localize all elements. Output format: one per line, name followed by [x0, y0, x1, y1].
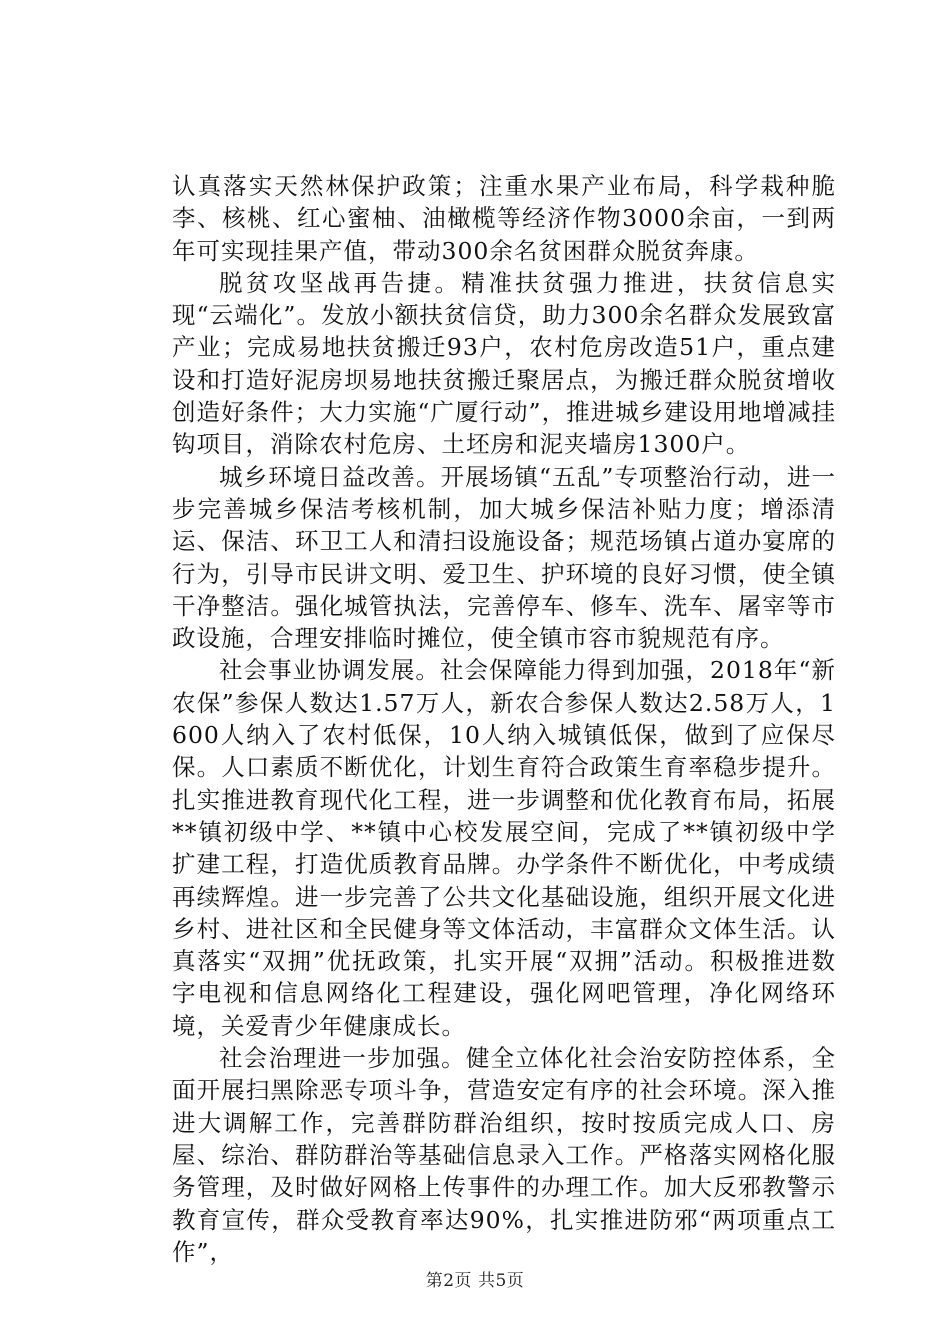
page-number-footer: 第2页 共5页 — [425, 1271, 525, 1291]
paragraph-poverty-alleviation: 脱贫攻坚战再告捷。精准扶贫强力推进，扶贫信息实现“云端化”。发放小额扶贫信贷，助力300余名群众发展致富产业；完成易地扶贫搬迁93户，农村危房改造51户，重点建设和打造好泥房坝易地扶贫搬迁聚居点，为搬迁群众脱贫增收创造好条件；大力实施“广厦行动”，推进城乡建设用地增减挂钩项目，消除农村危房、土坯房和泥夹墙房1300户。 — [172, 268, 836, 459]
document-body — [172, 170, 836, 1268]
paragraph-social-undertakings: 社会事业协调发展。社会保障能力得到加强，2018年“新农保”参保人数达1.57万人，新农合参保人数达2.58万人，1600人纳入了农村低保，10人纳入城镇低保，做到了应保尽保。人口素质不断优化，计划生育符合政策生育率稳步提升。扎实推进教育现代化工程，进一步调整和优化教育布局，拓展**镇初级中学、**镇中心校发展空间，完成了**镇初级中学扩建工程，打造优质教育品牌。办学条件不断优化，中考成绩再续辉煌。进一步完善了公共文化基础设施，组织开展文化进乡村、进社区和全民健身等文体活动，丰富群众文体生活。认真落实“双拥”优抚政策，扎实开展“双拥”活动。积极推进数字电视和信息网络化工程建设，强化网吧管理，净化网络环境，关爱青少年健康成长。 — [172, 656, 836, 1040]
paragraph-urban-rural-environment: 城乡环境日益改善。开展场镇“五乱”专项整治行动，进一步完善城乡保洁考核机制，加大城乡保洁补贴力度；增添清运、保洁、环卫工人和清扫设施设备；规范场镇占道办宴席的行为，引导市民讲文明、爱卫生、护环境的良好习惯，使全镇干净整洁。强化城管执法，完善停车、修车、洗车、屠宰等市政设施，合理安排临时摊位，使全镇市容市貌规范有序。 — [172, 462, 836, 653]
paragraph-social-governance: 社会治理进一步加强。健全立体化社会治安防控体系，全面开展扫黑除恶专项斗争，营造安定有序的社会环境。深入推进大调解工作，完善群防群治组织，按时按质完成人口、房屋、综治、群防群治等基础信息录入工作。严格落实网格化服务管理，及时做好网格上传事件的办理工作。加大反邪教警示教育宣传，群众受教育率达90%，扎实推进防邪“两项重点工作”， — [172, 1044, 836, 1266]
paragraph-forest-fruit: 认真落实天然林保护政策；注重水果产业布局，科学栽种脆李、核桃、红心蜜柚、油橄榄等经济作物3000余亩，一到两年可实现挂果产值，带动300余名贫困群众脱贫奔康。 — [172, 172, 836, 265]
